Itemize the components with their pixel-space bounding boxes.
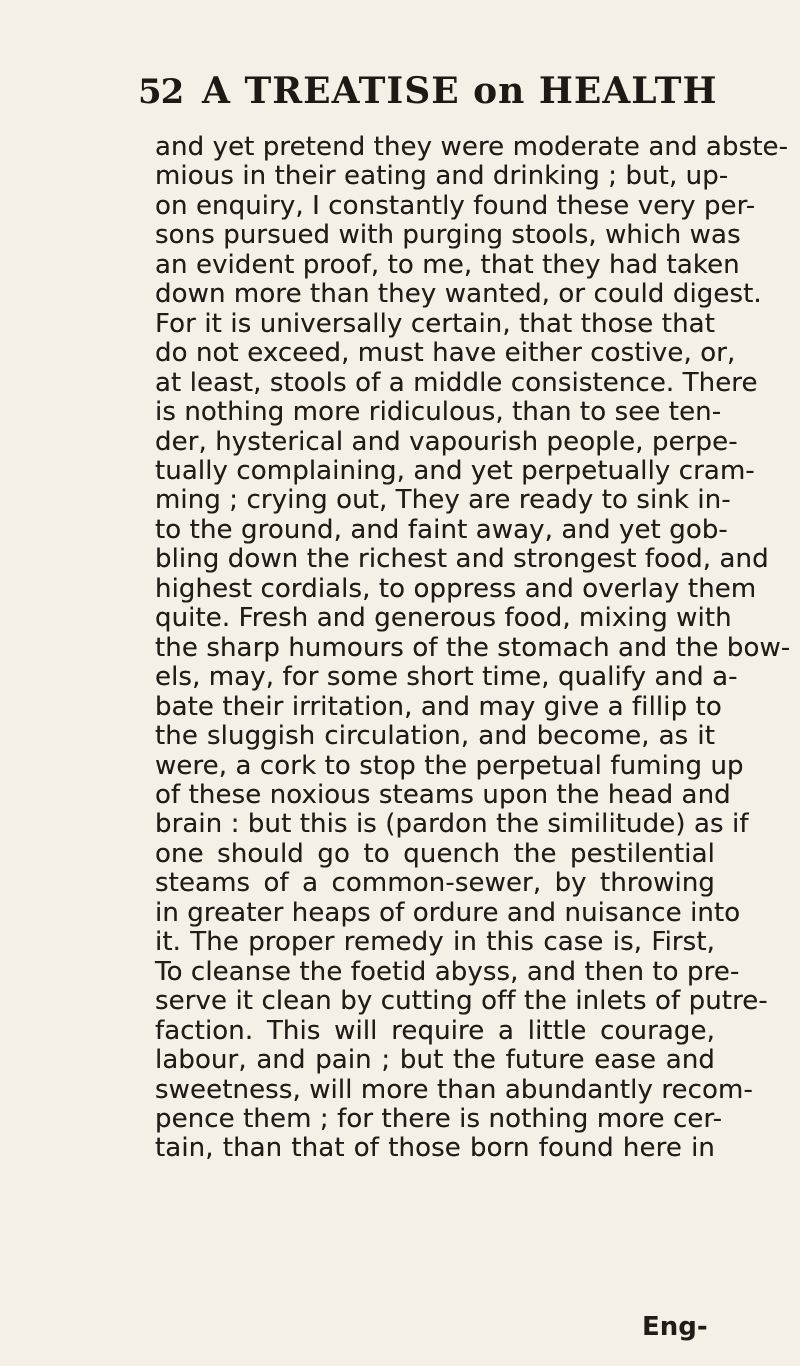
text-line: faction. This will require a little courage, [155, 1015, 715, 1046]
text-line: were, a cork to stop the perpetual fuming up [155, 750, 744, 781]
text-line: quite. Fresh and generous food, mixing with [155, 603, 732, 634]
text-line: tain, than that of those born found here in [155, 1133, 715, 1164]
text-line: bling down the richest and strongest food, and [155, 544, 769, 575]
text-line: at least, stools of a middle consistence. There [155, 367, 758, 398]
text-line: an evident proof, to me, that they had taken [155, 249, 740, 280]
text-line: labour, and pain ; but the future ease and [155, 1045, 715, 1076]
text-line: one should go to quench the pestilential [155, 838, 715, 869]
text-line: brain : but this is (pardon the similitude) as if [155, 809, 749, 840]
text-line: els, may, for some short time, qualify and a- [155, 662, 738, 693]
text-line: sons pursued with purging stools, which was [155, 220, 741, 251]
running-title: A TREATISE on HEALTH [202, 70, 718, 112]
text-line: serve it clean by cutting off the inlets of putre- [155, 986, 768, 1017]
catchword: Eng- [642, 1312, 708, 1342]
text-line: tually complaining, and yet perpetually cram- [155, 455, 755, 486]
text-line: it. The proper remedy in this case is, First, [155, 927, 715, 958]
text-line: of these noxious steams upon the head and [155, 779, 731, 810]
text-line: bate their irritation, and may give a fillip to [155, 691, 722, 722]
text-line: in greater heaps of ordure and nuisance into [155, 897, 741, 928]
text-line: on enquiry, I constantly found these very per- [155, 190, 756, 221]
text-line: der, hysterical and vapourish people, perpe- [155, 426, 738, 457]
text-line: sweetness, will more than abundantly recom- [155, 1074, 753, 1105]
text-line: ming ; crying out, They are ready to sink in- [155, 485, 731, 516]
text-line: down more than they wanted, or could digest. [155, 279, 762, 310]
text-line: the sluggish circulation, and become, as it [155, 721, 715, 752]
text-line: do not exceed, must have either costive, or, [155, 338, 736, 369]
text-line: and yet pretend they were moderate and abste- [155, 132, 789, 162]
text-line: pence them ; for there is nothing more cer- [155, 1103, 723, 1134]
text-line: the sharp humours of the stomach and the bow- [155, 632, 791, 663]
page-header [130, 70, 718, 120]
page-number: 52 [138, 72, 184, 112]
text-line: to the ground, and faint away, and yet gob- [155, 514, 728, 545]
text-line: is nothing more ridiculous, than to see ten- [155, 397, 722, 428]
text-line: highest cordials, to oppress and overlay them [155, 573, 757, 604]
text-line: To cleanse the foetid abyss, and then to pre- [155, 956, 740, 987]
text-line: mious in their eating and drinking ; but, up- [155, 161, 729, 192]
text-line: For it is universally certain, that those that [155, 308, 715, 339]
body-text [155, 132, 791, 1164]
text-line: steams of a common-sewer, by throwing [155, 868, 715, 899]
